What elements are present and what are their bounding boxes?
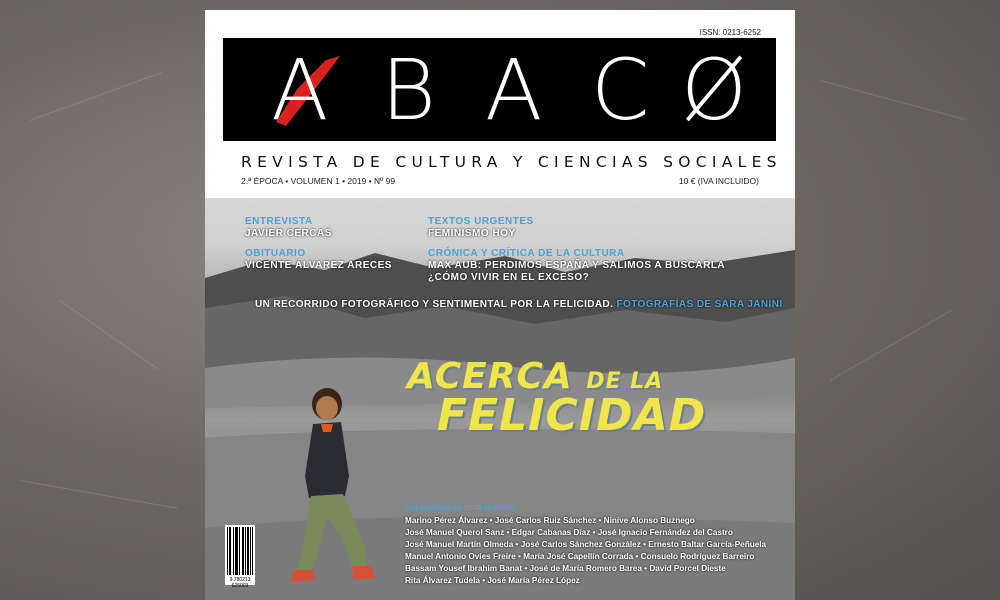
- headline-text-textos: FEMINISMO HOY: [428, 228, 516, 239]
- masthead-letter-o: Ø: [681, 41, 750, 139]
- masthead-letter-a: A: [271, 41, 331, 139]
- main-title-de-la: DE LA: [586, 369, 664, 394]
- issn-label: ISSN: 0213-6252: [699, 28, 761, 37]
- headline-text-cronica: MAX AUB: PERDIMOS ESPAÑA Y SALIMOS A BUSCARLA: [428, 260, 726, 271]
- tagline-credit: FOTOGRAFÍAS DE SARA JANINI: [616, 299, 783, 310]
- contributors-line: Manuel Antonio Ovies Freire • María José Capellín Corrada • Consuelo Rodríguez Barreiro: [405, 552, 755, 561]
- magazine-cover: [205, 10, 795, 600]
- edition-info: 2.ª ÉPOCA • VOLUMEN 1 • 2019 • Nº 99: [241, 176, 396, 186]
- contributors-line: José Manuel Querol Sanz • Edgar Cabanas Díaz • José Ignacio Fernández del Castro: [405, 528, 733, 537]
- background-scratch: [820, 80, 965, 120]
- barcode: [225, 525, 255, 585]
- headline-label-obituario: OBITUARIO: [245, 248, 306, 259]
- tagline-text: UN RECORRIDO FOTOGRÁFICO Y SENTIMENTAL POR LA FELICIDAD.: [255, 299, 614, 310]
- background-scratch: [20, 480, 178, 509]
- masthead: [223, 38, 776, 141]
- headline-label-entrevista: ENTREVISTA: [245, 216, 313, 227]
- masthead-letter-c: C: [591, 41, 652, 139]
- barcode-number: 9 780213 625003: [229, 577, 251, 589]
- masthead-letter-b: B: [381, 41, 439, 139]
- contributors-title: COLABORAN EN ESTE NÚMERO: [405, 505, 516, 512]
- child-figure: [287, 386, 397, 596]
- headline-label-cronica: CRÓNICA Y CRÍTICA DE LA CULTURA: [428, 248, 625, 259]
- magazine-subtitle: REVISTA DE CULTURA Y CIENCIAS SOCIALES: [241, 153, 782, 171]
- main-title-felicidad: FELICIDAD: [437, 390, 707, 441]
- headline-text-entrevista: JAVIER CERCAS: [245, 228, 332, 239]
- contributors-line: Bassam Yousef Ibrahim Banat • José de María Romero Barea • David Porcel Dieste: [405, 564, 726, 573]
- contributors-line: Marino Pérez Álvarez • José Carlos Ruiz Sánchez • Ninive Alonso Buznego: [405, 516, 695, 525]
- contributors-line: José Manuel Martín Olmeda • José Carlos Sánchez González • Ernesto Baltar García-Peñuela: [405, 540, 767, 549]
- price-label: 10 € (IVA INCLUIDO): [678, 176, 759, 186]
- headline-text-cronica-2: ¿CÓMO VIVIR EN EL EXCESO?: [428, 272, 590, 283]
- background-scratch: [30, 72, 162, 121]
- contributors-line: Rita Álvarez Tudela • José María Pérez López: [405, 576, 580, 585]
- headline-label-textos: TEXTOS URGENTES: [428, 216, 534, 227]
- cover-tagline: [255, 299, 783, 310]
- headline-text-obituario: VICENTE ÁLVAREZ ARECES: [245, 260, 392, 271]
- masthead-letter-a2: A: [485, 41, 545, 139]
- main-title-acerca: ACERCA: [407, 356, 573, 397]
- background-scratch: [60, 300, 159, 370]
- background-scratch: [830, 310, 952, 381]
